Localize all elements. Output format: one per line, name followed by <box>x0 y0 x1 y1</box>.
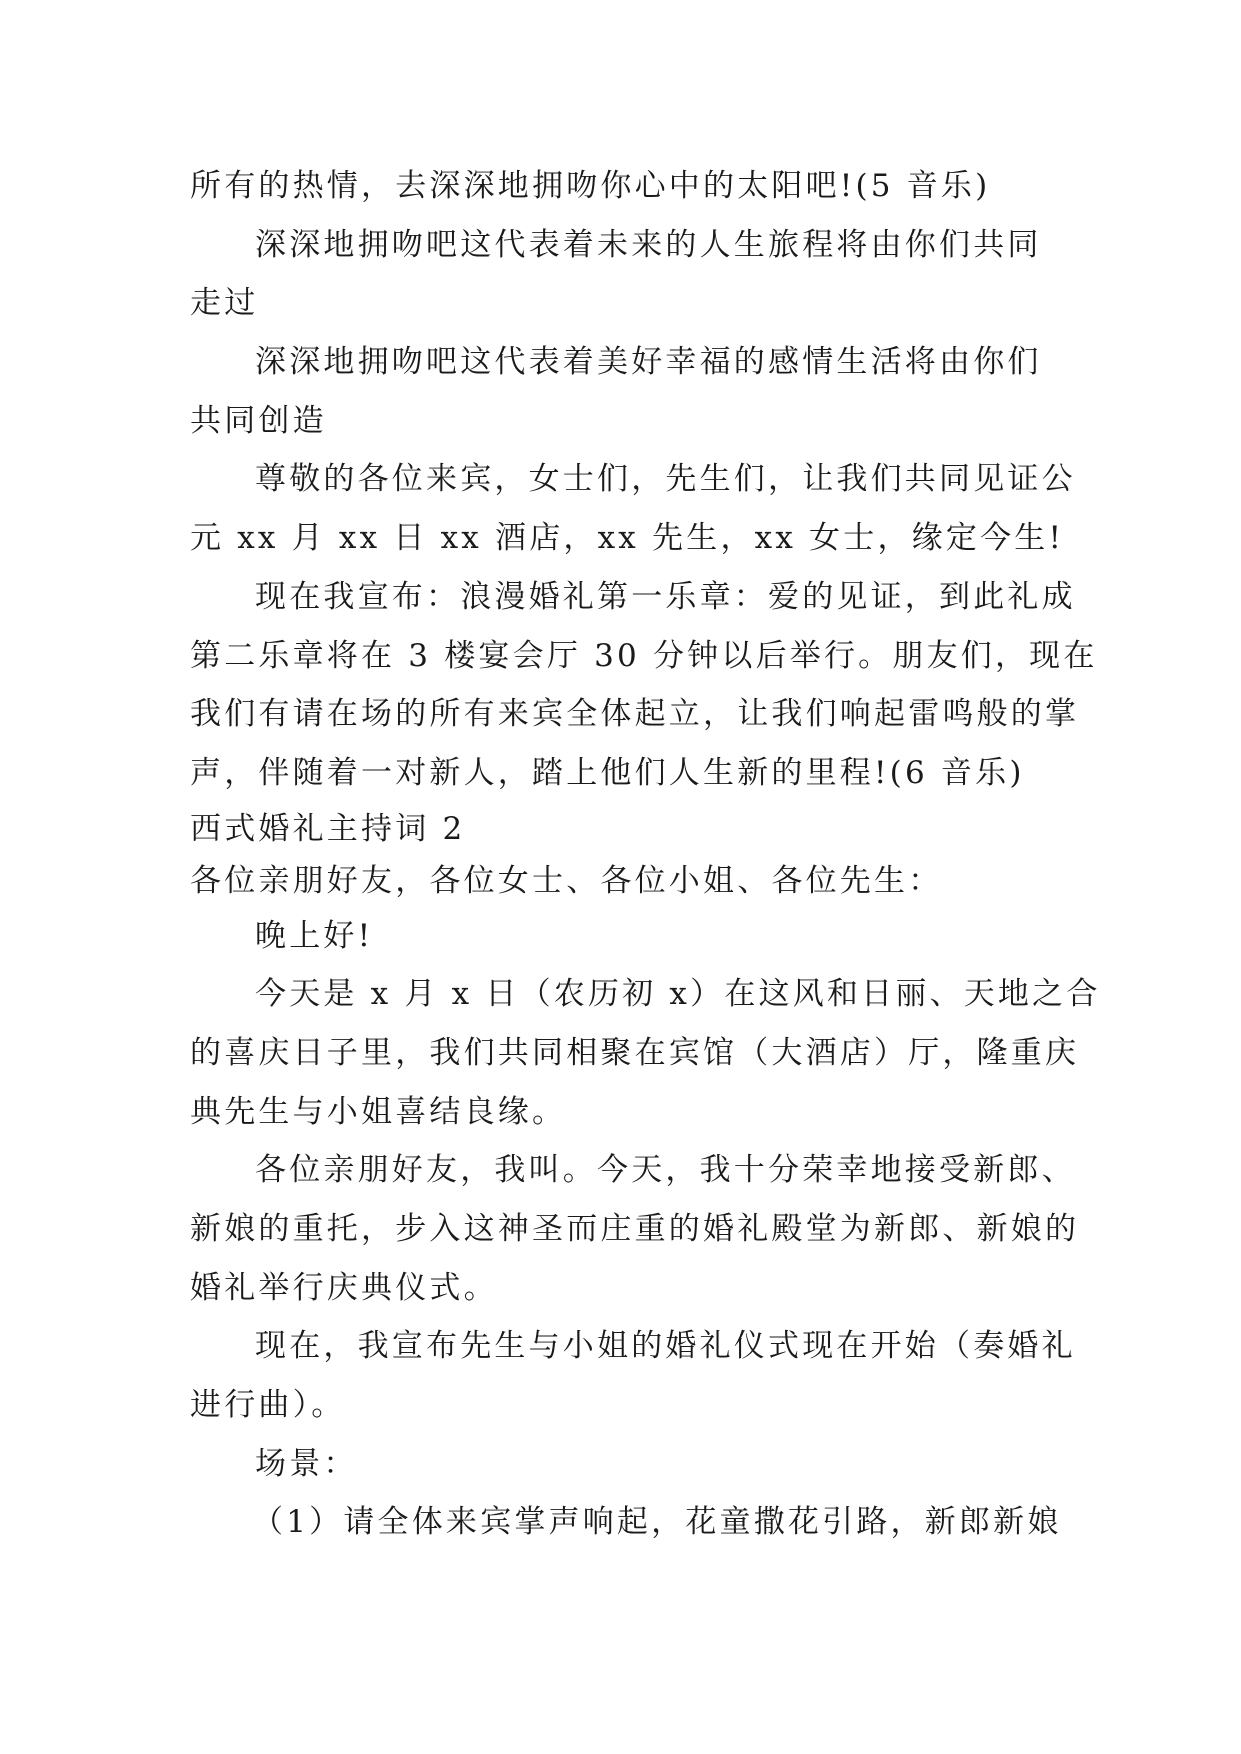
document-body <box>190 157 1101 1552</box>
paragraph-line: 今天是 x 月 x 日（农历初 x）在这风和日丽、天地之合 <box>255 976 1101 1013</box>
paragraph-line: 现在我宣布：浪漫婚礼第一乐章：爱的见证，到此礼成 <box>255 578 1076 615</box>
paragraph-line: 共同创造 <box>190 402 327 439</box>
paragraph-line: 第二乐章将在 3 楼宴会厅 30 分钟以后举行。朋友们，现在 <box>190 637 1098 674</box>
paragraph-line: 新娘的重托，步入这神圣而庄重的婚礼殿堂为新郎、新娘的 <box>190 1211 1080 1247</box>
paragraph-line: 典先生与小姐喜结良缘。 <box>190 1093 567 1130</box>
paragraph-line: 元 xx 月 xx 日 xx 酒店，xx 先生，xx 女士，缘定今生! <box>190 520 1065 557</box>
paragraph-line: 现在，我宣布先生与小姐的婚礼仪式现在开始（奏婚礼 <box>255 1328 1076 1365</box>
paragraph-line: 我们有请在场的所有来宾全体起立，让我们响起雷鸣般的掌 <box>190 696 1080 733</box>
paragraph-line: 深深地拥吻吧这代表着未来的人生旅程将由你们共同 <box>255 226 1042 263</box>
paragraph-line: 深深地拥吻吧这代表着美好幸福的感情生活将由你们 <box>255 344 1042 381</box>
paragraph-line: 的喜庆日子里，我们共同相聚在宾馆（大酒店）厅，隆重庆 <box>190 1034 1080 1071</box>
paragraph-line: 进行曲）。 <box>190 1387 346 1424</box>
paragraph-line: 所有的热情，去深深地拥吻你心中的太阳吧!(5 音乐) <box>190 168 991 204</box>
paragraph-line: 各位亲朋好友，我叫。今天，我十分荣幸地接受新郎、 <box>255 1152 1076 1189</box>
paragraph-line: 声，伴随着一对新人，踏上他们人生新的里程!(6 音乐) <box>190 754 1025 791</box>
paragraph-line: 婚礼举行庆典仪式。 <box>190 1269 498 1306</box>
paragraph-line: 场景： <box>255 1445 358 1482</box>
section-heading: 西式婚礼主持词 2 <box>190 810 466 847</box>
paragraph-line: 尊敬的各位来宾，女士们，先生们，让我们共同见证公 <box>255 461 1076 498</box>
paragraph-line: 各位亲朋好友，各位女士、各位小姐、各位先生： <box>190 862 943 899</box>
paragraph-line: 晚上好! <box>255 917 374 954</box>
paragraph-line: 走过 <box>190 285 259 322</box>
paragraph-line: （1）请全体来宾掌声响起，花童撒花引路，新郎新娘 <box>252 1504 1062 1541</box>
